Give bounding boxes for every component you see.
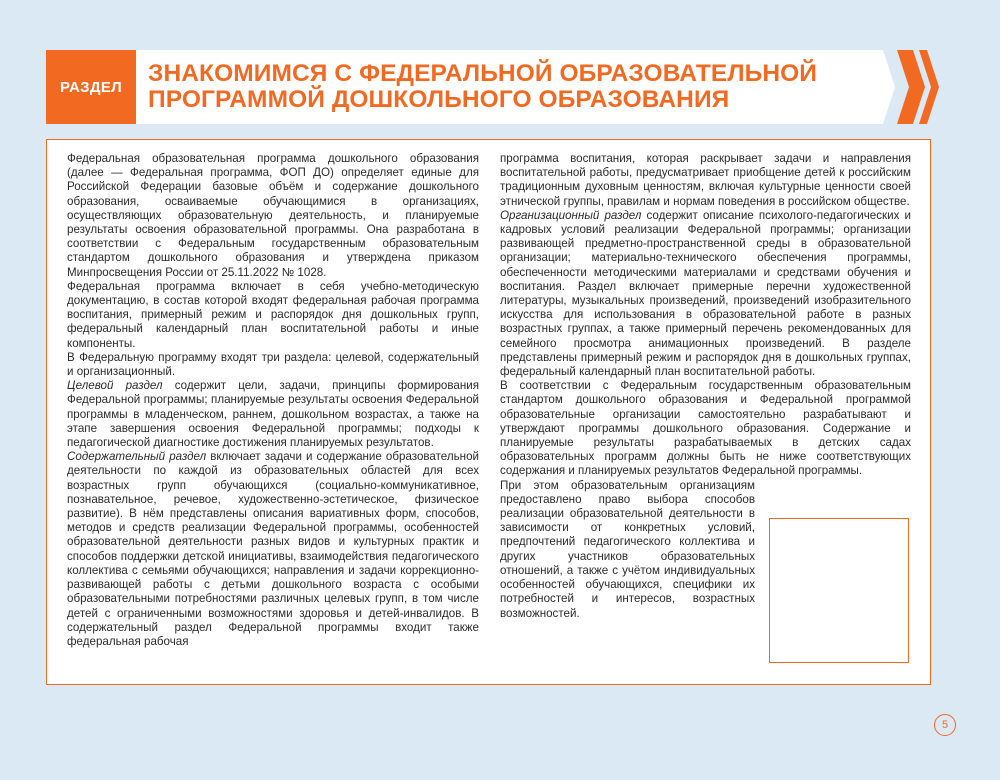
paragraph: В соответствии с Федеральным государственным образовательным стандартом дошкольного образования и Федеральной программой образовательные организации самостоятельно разрабатывают и утверждают программы дошкольного образования. Содержание и планируемые результаты разрабатываемых в детских садах образовательных программ должны быть не ниже соответствующих содержания и планируемых результатов Федеральной программы. [500,379,911,478]
paragraph: Организационный раздел содержит описание психолого-педагогических и кадровых условий реализации Федеральной программы; организации развивающей предметно-пространственной среды в образовательной организации; материально-технического обеспечения программы, обеспеченности методическими материалами и средствами обучения и воспитания. Раздел включает примерные перечни художественной литературы, музыкальных произведений, произведений изобразительного искусства для использования в образовательной работе в разных возрастных группах, а также примерный перечень рекомендованных для семейного просмотра анимационных произведений. В разделе представлены примерный режим и распорядок дня в дошкольных группах, федеральный календарный план воспитательной работы. [500,208,911,379]
header-arrow-decoration [869,50,939,124]
image-frame [769,518,909,663]
paragraph: Федеральная программа включает в себя учебно-методическую документацию, в состав которой входят федеральная рабочая программа воспитания, примерный режим и распорядок дня дошкольных групп, федеральный календарный план воспитательной работы и иные компоненты. [67,279,479,350]
paragraph: Целевой раздел содержит цели, задачи, принципы формирования Федеральной программы; планируемые результаты освоения Федеральной программы в младенческом, раннем, дошкольном возрастах, а также на этапе завершения освоения Федеральной программы; подходы к педагогической диагностике достижения планируемых результатов. [67,379,480,450]
section-tag: РАЗДЕЛ [46,50,136,124]
paragraph: Содержательный раздел включает задачи и содержание образовательной деятельности по каждой из образовательных областей для всех возрастных групп обучающихся (социально-коммуникативное, познавательное, речевое, художественно-эстетическое, физическое развитие). В нём представлены описания вариативных форм, способов, методов и средств реализации Федеральной программы, особенностей образовательной деятельности разных видов и культурных практик и способов поддержки детской инициативы, взаимодействия педагогического коллектива с семьями обучающихся; направления и задачи коррекционно-развивающей работы с детьми дошкольного возраста с особыми образовательными потребностями различных целевых групп, в том числе детей с ограниченными возможностями здоровья и детей-инвалидов. В содержательный раздел Федеральной программы входит также федеральная рабочая [67,450,479,648]
page-title [148,61,817,113]
page-title-box [136,50,869,124]
section-name-target: Целевой раздел [67,379,163,393]
section-name-content: Содержательный раздел [67,450,207,464]
content-box [46,139,931,685]
section-name-org: Организационный раздел [500,208,642,222]
left-column [67,152,479,649]
paragraph: программа воспитания, которая раскрывает задачи и направления воспитательной работы, предусматривает приобщение детей к российским традиционным духовным ценностям, включая культурные ценности своей этнической группы, правилам и нормам поведения в российском обществе. [500,152,911,208]
title-line-2: ПРОГРАММОЙ ДОШКОЛЬНОГО ОБРАЗОВАНИЯ [148,86,730,113]
paragraph: Федеральная образовательная программа дошкольного образования (далее — Федеральная программа, ФОП ДО) определяет единые для Российской Федерации базовые объём и содержание дошкольного образования, осваиваемые обучающимися в организациях, осуществляющих образовательную деятельность, и планируемые результаты освоения образовательной программы. Она разработана в соответствии с Федеральным государственным образовательным стандартом дошкольного образования и утверждена приказом Минпросвещения России от 25.11.2022 № 1028. [67,152,479,279]
paragraph: При этом образовательным организациям предоставлено право выбора способов реализации образовательной деятельности в зависимости от конкретных условий, предпочтений педагогического коллектива и других участников образовательных отношений, а также с учётом индивидуальных особенностей обучающихся, специфики их потребностей и интересов, возрастных возможностей. [500,478,755,620]
title-line-1: ЗНАКОМИМСЯ С ФЕДЕРАЛЬНОЙ ОБРАЗОВАТЕЛЬНОЙ [148,60,818,87]
page-number: 5 [934,714,956,736]
paragraph: В Федеральную программу входят три раздела: целевой, содержательный и организационный. [67,350,479,379]
